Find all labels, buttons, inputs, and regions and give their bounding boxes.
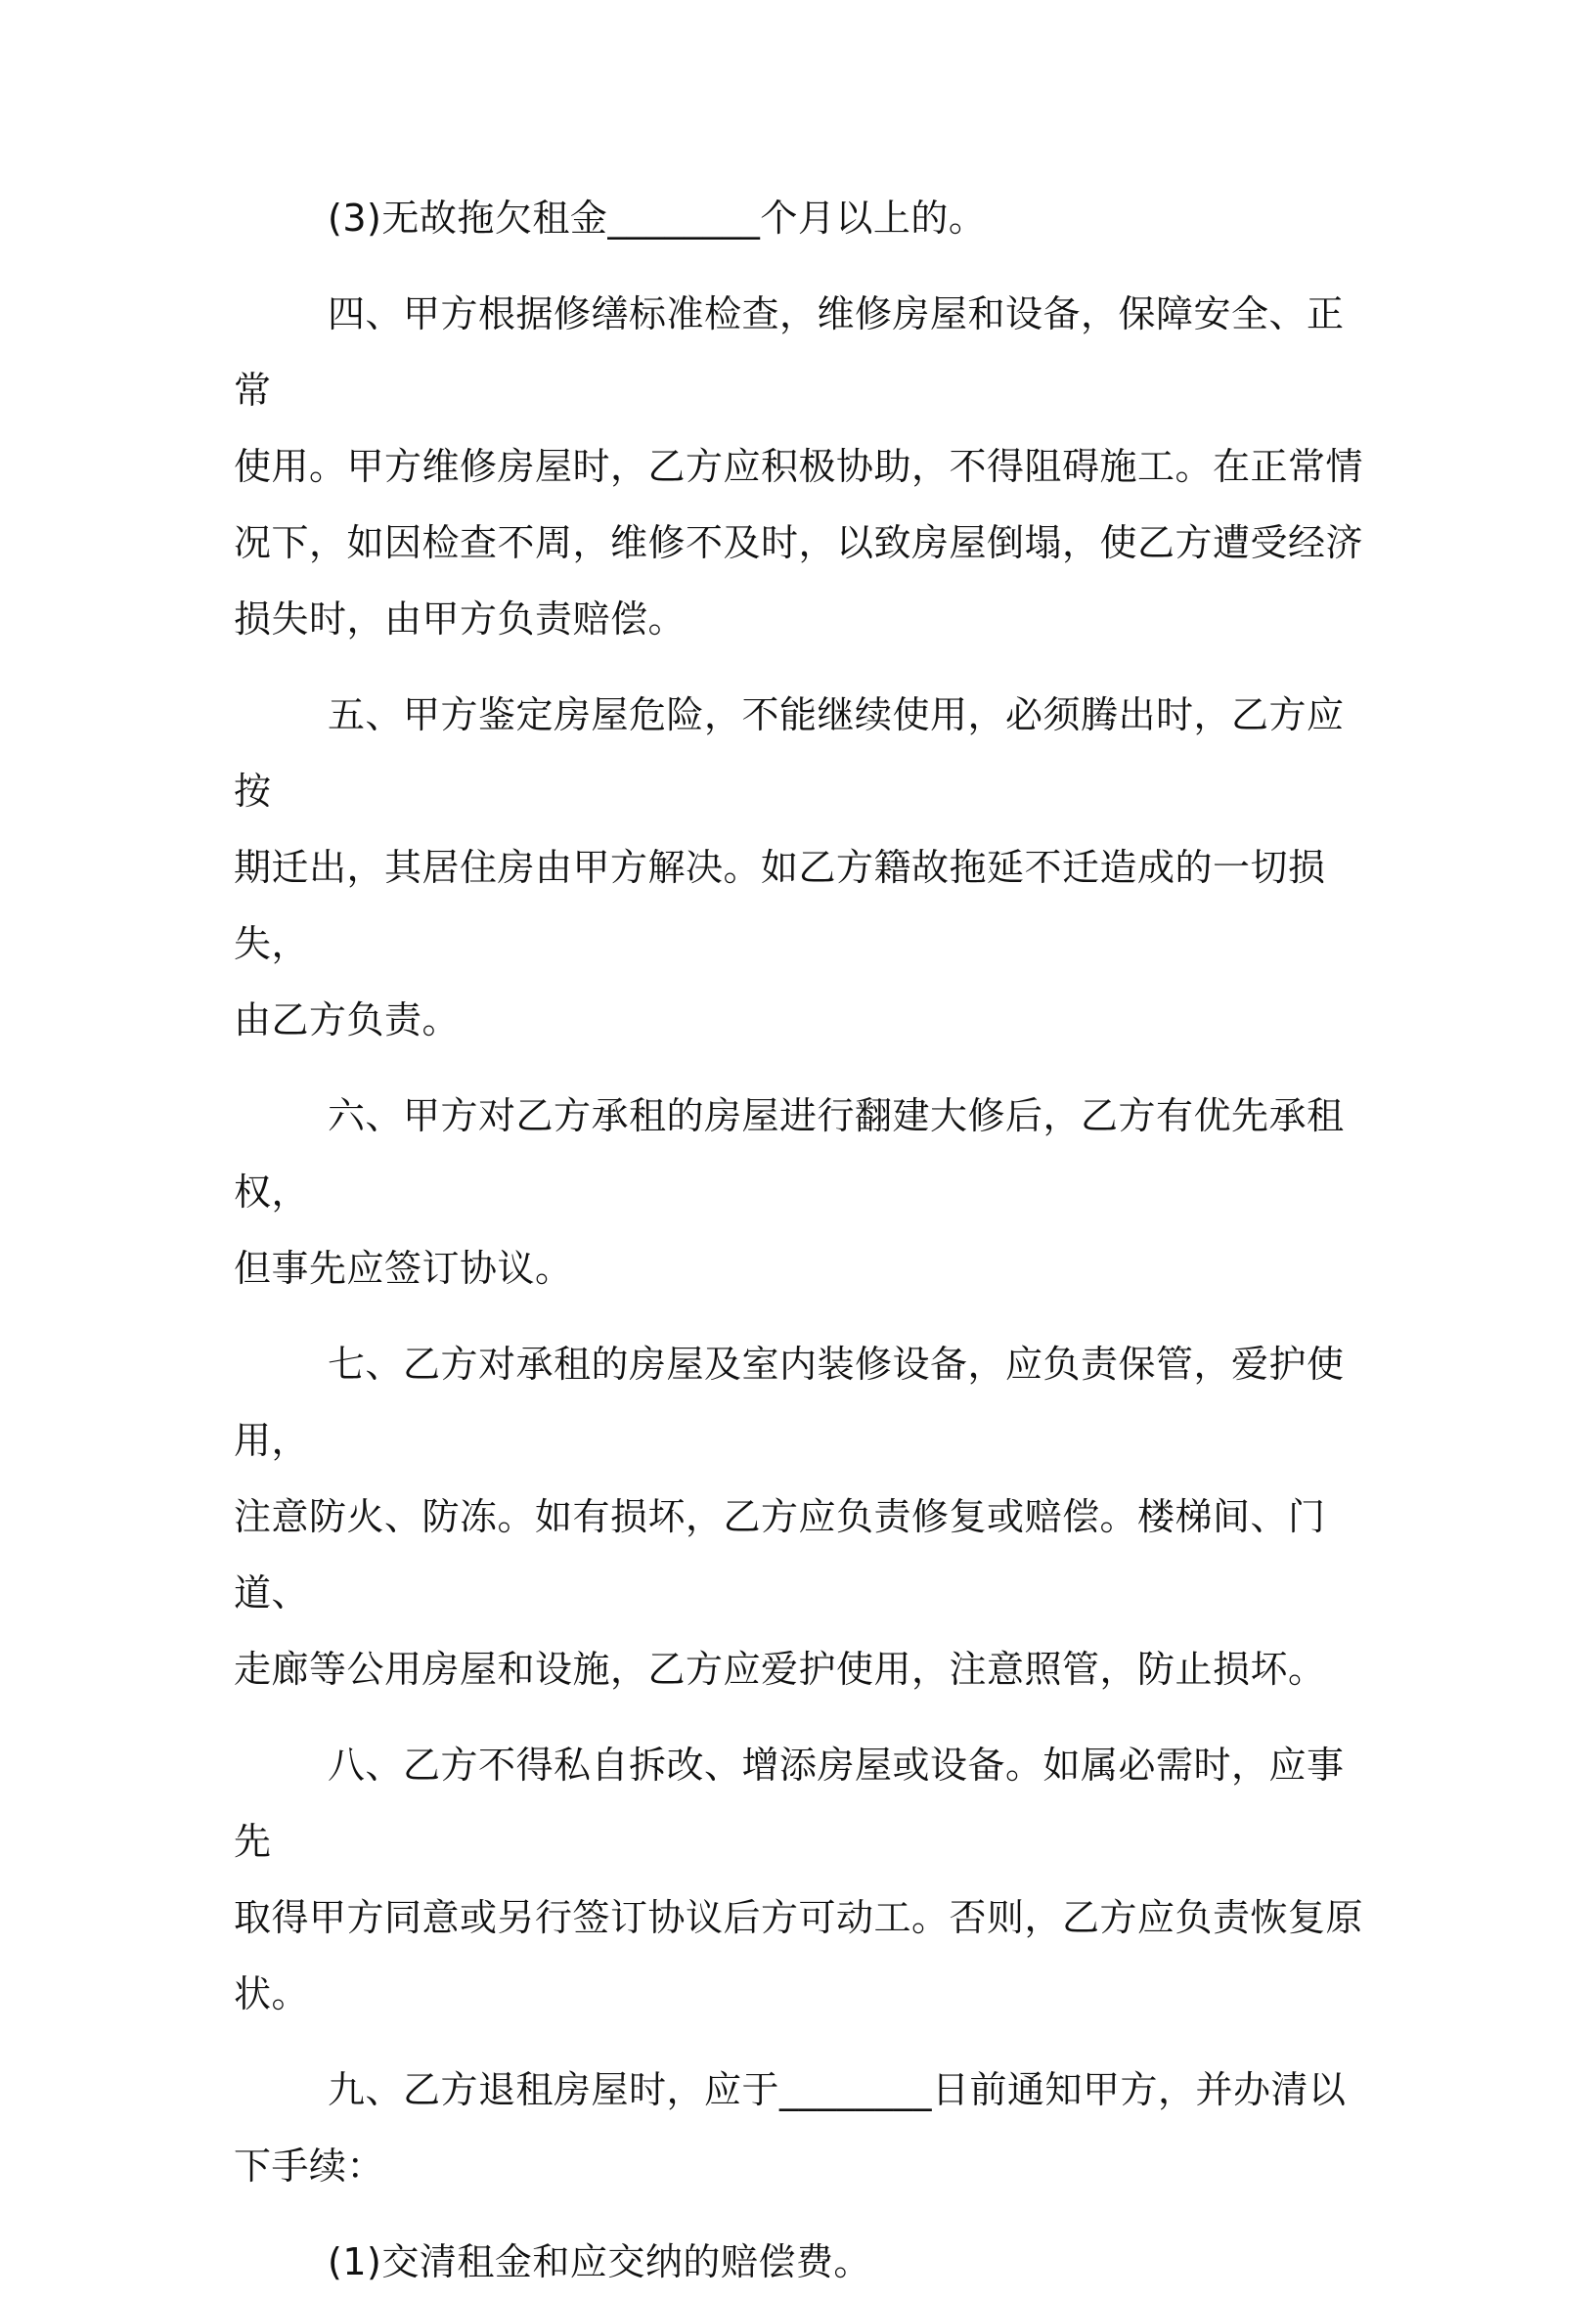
text-line: 下手续： — [234, 2145, 385, 2188]
text-line: 期迁出，其居住房由甲方解决。如乙方籍故拖延不迁造成的一切损失， — [234, 846, 1326, 965]
paragraph-clause-4 — [234, 276, 1378, 657]
text-line: 况下，如因检查不周，维修不及时，以致房屋倒塌，使乙方遭受经济 — [234, 521, 1364, 564]
text-line: 使用。甲方维修房屋时，乙方应积极协助，不得阻碍施工。在正常情 — [234, 445, 1364, 488]
text-line: (1)交清租金和应交纳的赔偿费。 — [328, 2240, 871, 2283]
text-line: 九、乙方退租房屋时，应于________日前通知甲方，并办清以 — [328, 2068, 1347, 2111]
text-line: (3)无故拖欠租金________个月以上的。 — [328, 197, 987, 240]
paragraph-clause-8 — [234, 1727, 1378, 2032]
text-line: 损失时，由甲方负责赔偿。 — [234, 597, 687, 641]
text-line: 七、乙方对承租的房屋及室内装修设备，应负责保管，爱护使用， — [234, 1343, 1345, 1462]
text-line: 由乙方负责。 — [234, 998, 461, 1041]
text-line: 但事先应签订协议。 — [234, 1247, 573, 1290]
text-line: 注意防火、防冻。如有损坏，乙方应负责修复或赔偿。楼梯间、门道、 — [234, 1495, 1326, 1614]
document-body — [234, 180, 1378, 2300]
text-line: 状。 — [234, 1972, 310, 2015]
text-line: 八、乙方不得私自拆改、增添房屋或设备。如属必需时，应事先 — [234, 1744, 1345, 1863]
paragraph-clause-6 — [234, 1078, 1378, 1306]
paragraph-clause-5 — [234, 677, 1378, 1058]
text-line: 走廊等公用房屋和设施，乙方应爱护使用，注意照管，防止损坏。 — [234, 1648, 1326, 1691]
text-line: 取得甲方同意或另行签订协议后方可动工。否则，乙方应负责恢复原 — [234, 1896, 1364, 1939]
paragraph-clause-3-3 — [234, 180, 1378, 256]
text-line: 五、甲方鉴定房屋危险，不能继续使用，必须腾出时，乙方应按 — [234, 693, 1345, 813]
paragraph-clause-7 — [234, 1326, 1378, 1707]
text-line: 四、甲方根据修缮标准检查，维修房屋和设备，保障安全、正常 — [234, 292, 1345, 412]
paragraph-clause-9-1 — [234, 2224, 1378, 2300]
text-line: 六、甲方对乙方承租的房屋进行翻建大修后，乙方有优先承租权， — [234, 1094, 1345, 1214]
paragraph-clause-9 — [234, 2052, 1378, 2204]
